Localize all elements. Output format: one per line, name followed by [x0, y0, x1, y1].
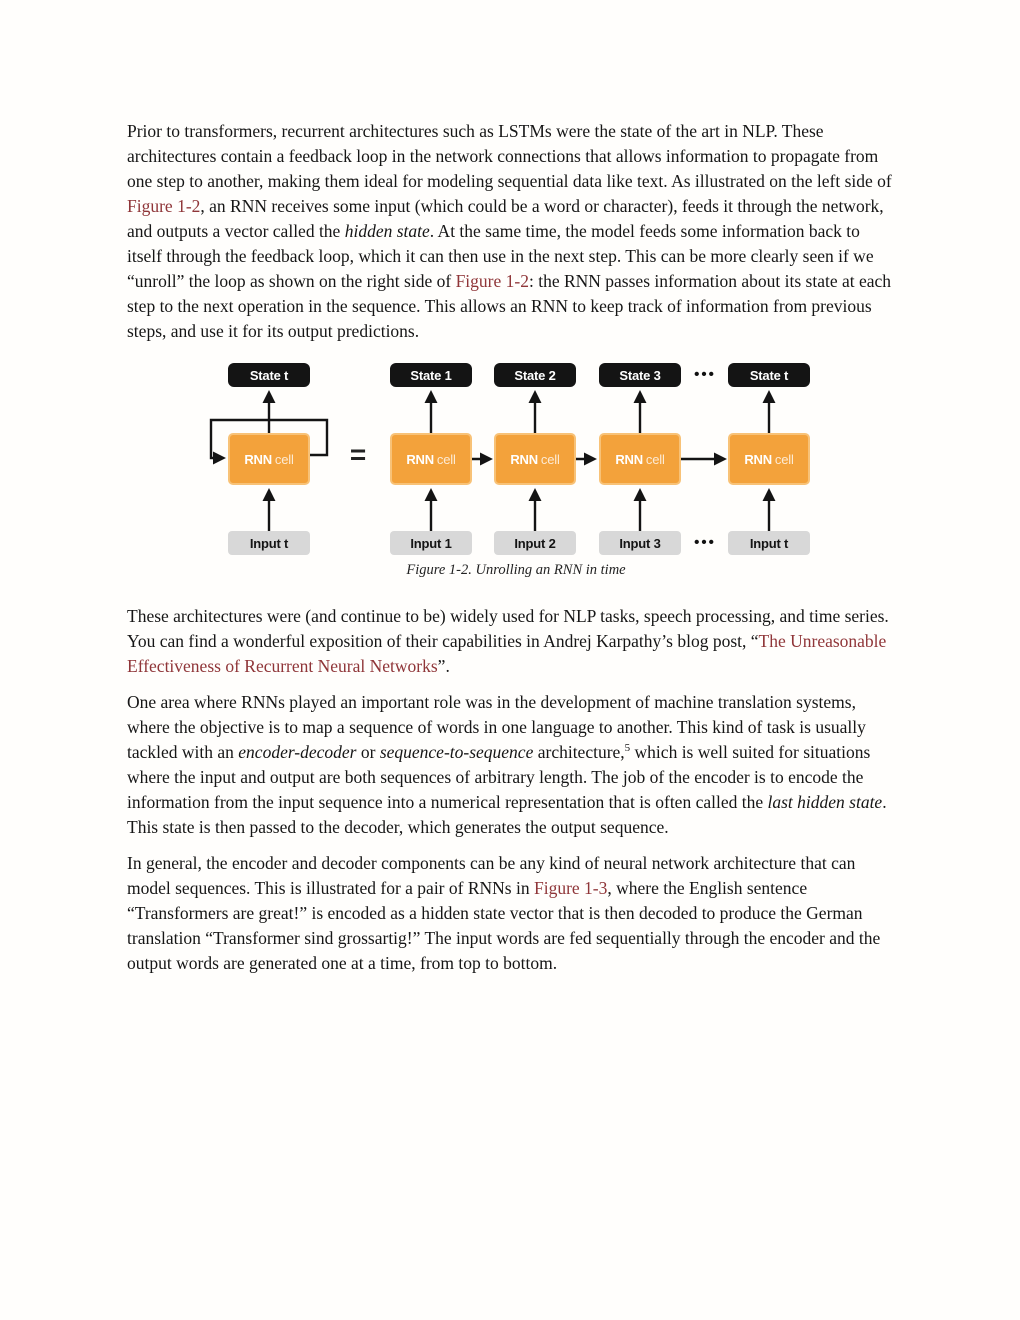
rnn-cell-box-3 — [599, 433, 681, 485]
figure-1-3-link[interactable]: Figure 1-3 — [533, 878, 608, 898]
rnn-cell-box-rolled — [228, 433, 310, 485]
article-body — [127, 119, 899, 987]
rnn-cell-label: RNN — [744, 451, 772, 467]
body-text: These architectures were (and continue to be) widely used for NLP tasks, speech processing, and time series. You can find a wonderful exposition of their capabilities in Andrej Karpathy’s blog post, “ — [127, 606, 889, 651]
body-text: One area where RNNs played an important role was in the development of machine translation systems, where the objective is to map a sequence of words in one language to another. This kind of task is usually tackled with an — [127, 692, 866, 762]
rnn-cell-label: RNN — [510, 451, 538, 467]
rnn-cell-label: RNN — [406, 451, 434, 467]
state-up-arrows — [269, 394, 769, 433]
state-box-rolled: State t — [228, 363, 310, 387]
state-ellipsis: ••• — [694, 366, 716, 383]
body-text: which is well suited for situations where the input and output are both sequences of arbitrary length. The job of the encoder is to encode the information from the input sequence into a numerical representation that is often called the — [127, 742, 871, 812]
term-sequence-to-sequence: sequence-to-sequence — [379, 742, 534, 762]
figure-caption: Figure 1-2. Unrolling an RNN in time — [406, 562, 626, 578]
body-text: : the RNN passes information about its state at each step to the next operation in the sequence. This allows an RNN to keep track of information from previous steps, and use it for its output predictions. — [127, 271, 892, 341]
rnn-cell-label-rest: cell — [436, 451, 456, 467]
term-last-hidden-state: last hidden state — [767, 792, 883, 812]
figure-1-2-link[interactable]: Figure 1-2 — [127, 196, 201, 216]
rnn-cell-box-2 — [494, 433, 576, 485]
rnn-cell-label-rest: cell — [645, 451, 665, 467]
paragraph-machine-translation — [127, 690, 899, 840]
term-hidden-state: hidden state — [344, 221, 430, 241]
rnn-cell-label-rest: cell — [274, 451, 294, 467]
input-box-1: Input 1 — [390, 531, 472, 555]
body-text: . At the same time, the model feeds some information back to itself through the feedback loop, which it can then use in the next step. This can be more clearly seen if we “unroll” the loop as shown on the right side of — [127, 221, 874, 291]
term-encoder-decoder: encoder-decoder — [238, 742, 357, 762]
rnn-cell-label-rest: cell — [540, 451, 560, 467]
rnn-cell-box-t — [728, 433, 810, 485]
figure-1-2-diagram — [127, 363, 899, 587]
paragraph-rnn-usage — [127, 604, 899, 679]
rnn-cell-label-rest: cell — [774, 451, 794, 467]
paragraph-encoder-decoder-general — [127, 851, 899, 976]
state-box-t: State t — [728, 363, 810, 387]
input-box-rolled: Input t — [228, 531, 310, 555]
body-text: or — [356, 742, 380, 762]
state-box-3: State 3 — [599, 363, 681, 387]
figure-1-2-link[interactable]: Figure 1-2 — [455, 271, 529, 291]
body-text: , an RNN receives some input (which could be a word or character), feeds it through the network, and outputs a vector called the — [127, 196, 884, 241]
input-box-t: Input t — [728, 531, 810, 555]
equals-sign: = — [349, 439, 367, 470]
state-box-1: State 1 — [390, 363, 472, 387]
input-ellipsis: ••• — [694, 534, 716, 551]
body-text: . This state is then passed to the decoder, which generates the output sequence. — [127, 792, 887, 837]
rnn-cell-box-1 — [390, 433, 472, 485]
input-box-3: Input 3 — [599, 531, 681, 555]
rnn-cell-label: RNN — [244, 451, 272, 467]
input-box-2: Input 2 — [494, 531, 576, 555]
body-text: architecture, — [533, 742, 625, 762]
rnn-cell-label: RNN — [615, 451, 643, 467]
karpathy-blog-link[interactable]: The Unreasonable Effectiveness of Recurrent Neural Networks — [127, 631, 887, 676]
body-text: In general, the encoder and decoder components can be any kind of neural network architecture that can model sequences. This is illustrated for a pair of RNNs in — [127, 853, 856, 898]
paragraph-rnn-intro — [127, 119, 899, 344]
body-text: ”. — [437, 656, 450, 676]
body-text: , where the English sentence “Transformers are great!” is encoded as a hidden state vector that is then decoded to produce the German translation “Transformer sind grossartig!” The input words are fed sequentially through the encoder and the output words are generated one at a time, from top to bottom. — [127, 878, 881, 973]
state-box-2: State 2 — [494, 363, 576, 387]
body-text: Prior to transformers, recurrent architectures such as LSTMs were the state of the art in NLP. These architectures contain a feedback loop in the network connections that allows information to propagate from one step to another, making them ideal for modeling sequential data like text. As illustrated on the left side of — [127, 121, 892, 191]
footnote-ref-5[interactable]: 5 — [624, 742, 631, 755]
input-up-arrows — [269, 492, 769, 531]
